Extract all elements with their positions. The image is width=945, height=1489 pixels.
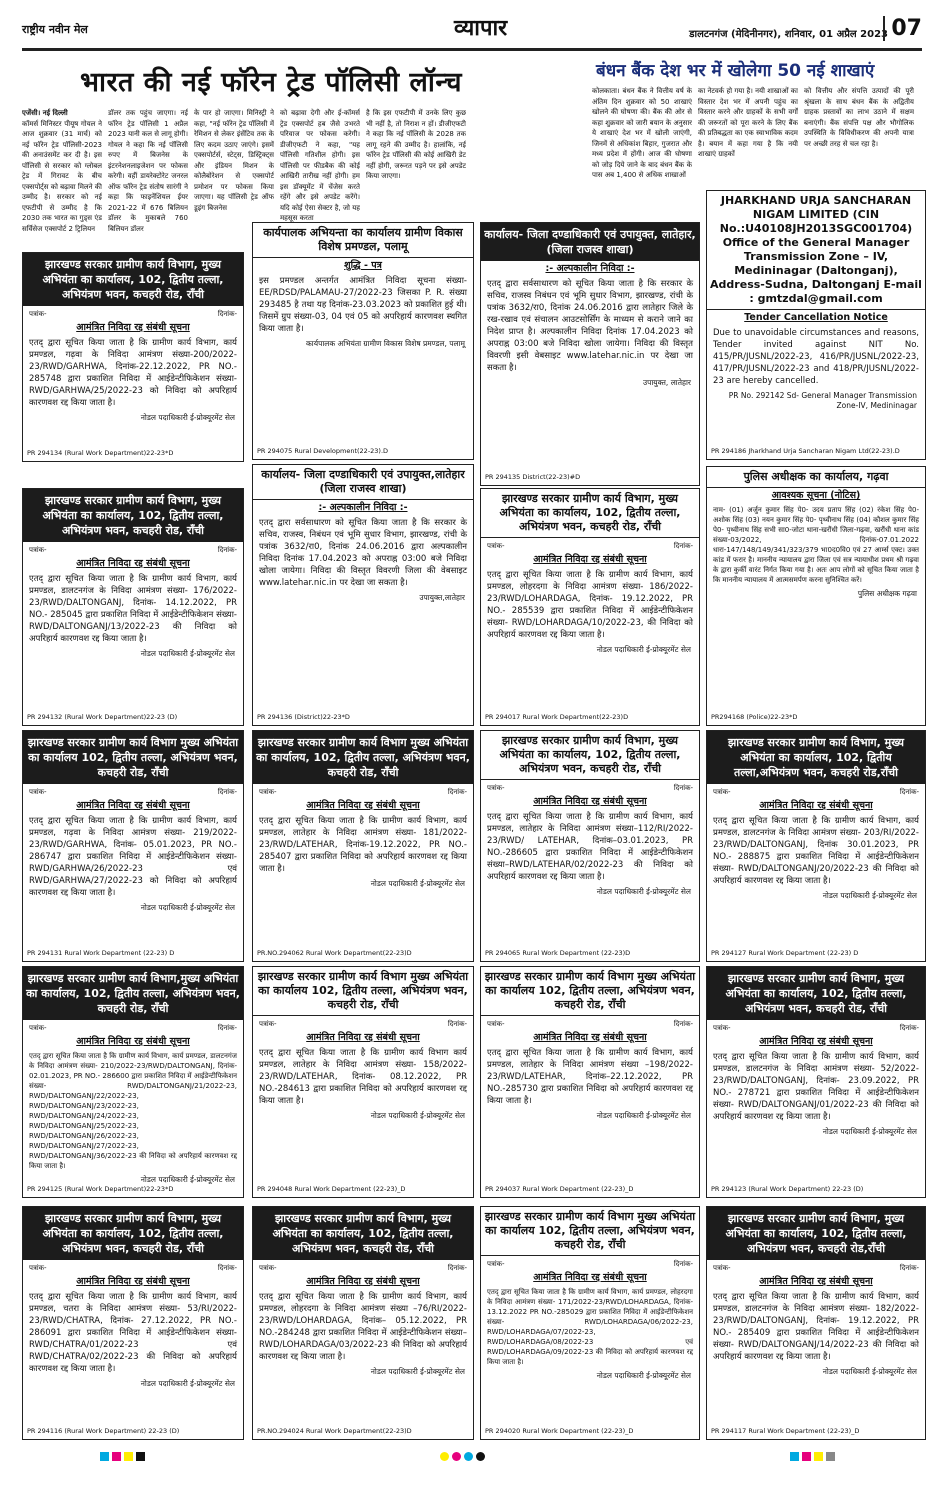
notice-footer	[707, 948, 925, 959]
letter-no-label: पत्रांक-	[713, 788, 731, 796]
letter-no-label: पत्रांक-	[259, 1264, 277, 1272]
tender-notice-3	[480, 222, 700, 486]
pr-number: PR 294117 Rural Work Department (22-23)_D	[711, 1427, 860, 1435]
notice-footer	[23, 1184, 243, 1195]
letter-no-label: पत्रांक-	[29, 1024, 47, 1032]
pr-number: PR 294127 Rural Work Department (22-23) D	[711, 949, 859, 957]
swatch-black-dot	[476, 1452, 485, 1461]
color-strip-right	[790, 1452, 838, 1462]
notice-body: एतद् द्वारा सूचित किया जाता है कि ग्रामीण कार्य विभाग, कार्य प्रमण्डल, लातेहार के निविदा आमंत्रण संख्या–112/RI/2022-23/RWD/ LATEHAR, दिनांक–03.01.2023, PR NO.-286605 द्वारा प्रकाशित निविदा में आईडेन्टीफिकेशन संख्या–RWD/LATEHAR/02/2022-23 की निविदा को अपरिहार्य कारणवश रद्द किया जाता है।	[487, 812, 693, 882]
notice-header: झारखण्ड सरकार ग्रामीण कार्य विभाग, मुख्य अभियंता का कार्यालय, 102, द्वितीय तल्ला, अभियंत्रण भवन, कचहरी रोड, राँची	[481, 489, 699, 538]
notice-body: एतद् द्वारा सूचित किया जाता है कि ग्रामीण कार्य विभाग, कार्य प्रमण्डल, डालटनगंज के निविदा आमंत्रण संख्या- 210/2022-23/RWD/DALTONGANJ, दिनांक- 02.01.2023, PR NO.- 286600 द्वारा प्रकाशित निविदा में आईडेन्टीफिकेशन संख्या- RWD/DALTONGANJ/21/2022-23, RWD/DALTONGANJ/22/2022-23, RWD/DALTONGANJ/23/2022-23, RWD/DALTONGANJ/24/2022-23, RWD/DALTONGANJ/25/2022-23, RWD/DALTONGANJ/26/2022-23, RWD/DALTONGANJ/27/2022-23, RWD/DALTONGANJ/36/2022-23 की निविदा को अपरिहार्य कारणवश रद्द किया जाता है।	[29, 1052, 237, 1170]
notice-body: एतद् द्वारा सूचित किया जाता है कि ग्रामीण कार्य विभाग, कार्य प्रमण्डल, डालटनगंज के निविदा आमंत्रण संख्या- 176/2022-23/RWD/DALTONGANJ, दिनांक- 14.12.2022, PR NO.- 285045 द्वारा प्रकाशित निविदा में आईडेन्टीफिकेशन संख्या- RWD/DALTONGANJ/13/2022-23 की निविदा को अपरिहार्य कारणवश रद्द किया जाता है।	[29, 574, 237, 644]
date-label: दिनांक-	[673, 784, 693, 792]
notice-body: एतद् द्वारा सूचित किया जाता है कि ग्रामीण कार्य विभाग कार्य प्रमण्डल, लातेहार के निविदा आमंत्रण संख्या- 158/2022-23/RWD/LATEHAR, दिनांक- 08.12.2022, PR NO.-284613 द्वारा प्रकाशित निविदा को अपरिहार्य कारणवश रद्द किया जाता है।	[259, 1048, 467, 1106]
swatch-cyan-dot	[464, 1452, 473, 1461]
notice-body: एतद् द्वारा सूचित किया जाता है कि ग्रामीण कार्य विभाग, कार्य प्रमण्डल, लोहरदगा के निविदा आमंत्रण संख्या –76/RI/2022-23/RWD/LOHARDAGA, दिनांक– 05.12.2022, PR NO.-284248 द्वारा प्रकाशित निविदा में आईडेन्टीफिकेशन संख्या– RWD/LOHARDAGA/03/2022-23 की निविदा को अपरिहार्य कारणवश रद्द किया जाता है।	[259, 1292, 467, 1362]
tender-notice-15	[480, 966, 700, 1198]
pr-number: PR 294048 Rural Work Department (22-23)_D	[257, 1185, 406, 1193]
pr-number: PR 294125 (Rural Work Department)22-23*D	[27, 1185, 174, 1193]
masthead	[22, 10, 922, 51]
page-number: 07	[883, 16, 922, 41]
notice-signatory: नोडल पदाधिकारी ई-प्रोक्यूरमेंट सेल	[822, 891, 917, 900]
notice-body: एतद् द्वारा सूचित किया जाता है कि ग्रामीण कार्य विभाग, कार्य प्रमण्डल, लोहरदगा के निविदा आमंत्रण संख्या- 186/2022-23/RWD/LOHARDAGA, दिनांक- 19.12.2022, PR NO.- 285539 द्वारा प्रकाशित निविदा में आईडेन्टीफिकेशन संख्या- RWD/LOHARDAGA/10/2022-23, की निविदा को अपरिहार्य कारणवश रद्द किया जाता है।	[487, 570, 693, 640]
story1-text-1: कॉमर्स मिनिस्टर पीयूष गोयल ने आज शुक्रवार (31 मार्च) को नई फॉरेन ट्रेड पॉलिसी-2023 की अनाउंसमेंट कर दी है। इस पॉलिसी से सरकार को ग्लोबल ट्रेड में गिरावट के बीच एक्सपोर्ट्स को बढ़ावा मिलने की उम्मीद है। सरकार को नई एफटीपी से उम्मीद है कि 2030 तक भारत का गुड्स एंड सर्विसेज एक्सपोर्ट 2 ट्रिलियन	[22, 119, 102, 233]
notice-signatory: नोडल पदाधिकारी ई-प्रोक्यूरमेंट सेल	[140, 1175, 235, 1184]
date-label: दिनांक-	[673, 1020, 693, 1028]
notice-footer	[253, 1426, 473, 1437]
notice-footer	[707, 712, 925, 723]
notice-header: झारखण्ड सरकार ग्रामीण कार्य विभाग मुख्य अभियंता का कार्यालय 102, द्वितीय तल्ला, अभियंत्रण भवन, कचहरी रोड, राँची	[481, 967, 699, 1016]
notice-signatory: पुलिस अधीक्षक गढ़वा	[857, 589, 917, 598]
reference-row	[23, 542, 243, 556]
notice-header: कार्यालय- जिला दण्डाधिकारी एवं उपायुक्त, लातेहार, (जिला राजस्व शाखा)	[481, 223, 699, 261]
letter-no-label: पत्रांक-	[29, 1264, 47, 1272]
date-label: दिनांक-	[447, 788, 467, 796]
pr-number: PR 294017 Rural Work Department(22-23)D	[485, 713, 629, 721]
notice-header: कार्यालय- जिला दण्डाधिकारी एवं उपायुक्त,लातेहार (जिला राजस्व शाखा)	[253, 465, 473, 500]
pr-number: PR 294123 (Rural Work Department) 22-23 (D)	[711, 1185, 864, 1193]
notice-signatory: नोडल पदाधिकारी ई-प्रोक्यूरमेंट सेल	[140, 903, 235, 912]
notice-body: इस प्रमण्डल अन्तर्गत आमंत्रित निविदा सूचना संख्या- EE/RDSD/PALAMAU-27/2022-23 जिसका P. R. संख्या 293485 है तथा यह दिनांक-23.03.2023 को प्रकाशित हुई थी। जिसमें ग्रुप संख्या-03, 04 एवं 05 को अपरिहार्य कारणवश स्थगित किया जाता है।	[259, 276, 467, 334]
notice-footer	[481, 1184, 699, 1195]
notice-title: आमंत्रित निविदा रद्द संबंधी सूचना	[76, 322, 190, 333]
swatch-magenta-dot	[452, 1452, 461, 1461]
reference-row	[481, 780, 699, 794]
notice-header: झारखण्ड सरकार ग्रामीण कार्य विभाग मुख्य अभियंता का कार्यालय 102, द्वितीय तल्ला, अभियंत्रण भवन, कचहरी रोड, राँची	[481, 1207, 699, 1256]
letter-no-label: पत्रांक-	[259, 788, 277, 796]
date-label: दिनांक-	[899, 1024, 919, 1032]
notice-title: :- अल्पकालीन निविदा :-	[545, 263, 635, 274]
tender-notice-7	[480, 488, 700, 726]
tender-notice-13	[22, 966, 244, 1198]
story1-column-2: डॉलर तक पहुंच जाएगा। नई फॉरेन ट्रेड पॉलिसी 1 अप्रैल 2023 यानी कल से लागू होगी। गोयल ने कहा कि नई पॉलिसी रुपए में बिजनेस के इंटरनेशनलाइजेशन पर फोकस करेगी। वहीं डायरेक्टोरेट जनरल ऑफ फॉरेन ट्रेड संतोष सारंगी ने कहा कि फाइनेंशियल ईयर 2021-22 में 676 बिलियन डॉलर के मुकाबले 760 बिलियन डॉलर	[108, 109, 188, 233]
notice-header: झारखण्ड सरकार ग्रामीण कार्य विभाग मुख्य अभियंता का कार्यालय, 102, द्वितीय तल्ला, अभियंत्रण भवन, कचहरी रोड, राँची	[253, 731, 473, 784]
notice-signatory: नोडल पदाधिकारी ई-प्रोक्यूरमेंट सेल	[596, 1371, 691, 1380]
story1-column-4: को बढ़ावा देगी और ई-कॉमर्स ट्रेड एक्सपोर्ट हब जैसे उभरते परिवाज पर फोकस करेगी। डीजीएफटी ने कहा, "यह पॉलिसी गतिशील होगी। इस पॉलिसी पर फीडबैक की कोई आखिरी तारीख नहीं होगी। हम इस डॉक्यूमेंट में चेंजेस करते रहेंगे और इसे अपडेट करेंगे। यदि कोई ऐसा सेक्टर है, जो यह महसूस करता	[280, 109, 360, 222]
story1-column-1	[22, 108, 102, 234]
letter-no-label: पत्रांक-	[487, 542, 505, 550]
story1-column-3: के पार हो जाएगा। मिनिस्ट्री ने कहा, "नई फॉरेन ट्रेड पॉलिसी में रेमिशन से लेकर इंसेंटिव तक के लिए कदम उठाए जाएंगे। इसमें एक्सपोर्टर्स, स्टेट्स, डिस्ट्रिक्ट्स और इंडियन मिशन के कोलैबोरेशन से एक्सपोर्ट प्रमोशन पर फोकस किया जाएगा। यह पॉलिसी ट्रेड ऑफ डूइंग बिजनेस	[194, 109, 274, 212]
notice-footer	[253, 948, 473, 959]
reference-row	[707, 1020, 925, 1034]
reference-row	[707, 784, 925, 798]
tender-notice-10	[252, 730, 474, 962]
notice-header: झारखण्ड सरकार ग्रामीण कार्य विभाग,मुख्य अभियंता का कार्यालय, 102, द्वितीय तल्ला, अभियंत्रण भवन, कचहरी रोड, राँची	[23, 967, 243, 1020]
story2-column-2: का नेटवर्क हो गया है। नयी शाखाओं का विस्तार देश भर में अपनी पहुंच का विस्तार करने और ग्राहकों के सभी वर्गों की जरूरतों को पूरा करने के लिए बैंक की प्रतिबद्धता का एक स्वाभाविक कदम है। बयान में कहा गया है कि नयी शाखाएं ग्राहकों	[698, 87, 798, 158]
notice-body: एतद् द्वारा सूचित किया जाता है कि ग्रामीण कार्य विभाग, कार्य प्रमण्डल, गढ़वा के निविदा आमंत्रण संख्या- 219/2022-23/RWD/GARHWA, दिनांक- 05.01.2023, PR NO.- 286747 द्वारा प्रकाशित निविदा में आईडेन्टीफिकेशन संख्या- RWD/GARHWA/26/2022-23 एवं RWD/GARHWA/27/2022-23 को निविदा को अपरिहार्य कारणवश रद्द किया जाता है।	[29, 816, 237, 898]
notice-title: आमंत्रित निविदा रद्द संबंधी सूचना	[759, 800, 873, 811]
pr-number: PR.NO.294062 Rural Work Department(22-23)D	[257, 949, 412, 957]
notice-footer	[707, 446, 925, 457]
notice-signatory: नोडल पदाधिकारी ई-प्रोक्यूरमेंट सेल	[370, 879, 465, 888]
date-label: दिनांक-	[447, 1020, 467, 1028]
notice-footer	[707, 1426, 925, 1437]
notice-signatory: PR No. 292142 Sd- General Manager Transmission Zone-IV, Medininagar	[728, 391, 917, 410]
reference-row	[23, 1260, 243, 1274]
notice-footer	[253, 1184, 473, 1195]
swatch-black	[136, 1452, 145, 1461]
notice-title: शुद्धि - पत्र	[344, 260, 382, 271]
tender-notice-2	[252, 222, 474, 460]
notice-footer	[23, 448, 243, 459]
notice-body: एतद् द्वारा सूचित किया जाता है कि ग्रामीण कार्य विभाग, कार्य प्रमण्डल, लोहरदगा के निविदा आमंत्रण संख्या- 171/2022-23/RWD/LOHARDAGA, दिनांक- 13.12.2022 PR NO.-285029 द्वारा प्रकाशित निविदा में आईडेन्टीफिकेशन संख्या- RWD/LOHARDAGA/06/2022-23, RWD/LOHARDAGA/07/2022-23, RWD/LOHARDAGA/08/2022-23 एवं RWD/LOHARDAGA/09/2022-23 की निविदा को अपरिहार्य कारणवश रद्द किया जाता है।	[487, 1288, 693, 1366]
notice-signatory: नोडल पदाधिकारी ई-प्रोक्यूरमेंट सेल	[140, 413, 235, 422]
notice-footer	[481, 712, 699, 723]
notice-body: एतद् द्वारा सर्वसाधारण को सूचित किया जाता है कि सरकार के सचिव, राजस्व निबंधन एवं भूमि सुधार विभाग, झारखण्ड, रांची के पत्रांक 3632/रा0, दिनांक 24.06.2016 द्वारा लातेहार जिले के रख-रखाव एवं संचालन आउटसोर्सिंग के माध्यम से कराने जाने का निदेश प्राप्त है। अल्पकालीन निविदा दिनांक 17.04.2023 को अपराह्न 03:00 बजे निविदा खोला जायेगा। निविदा की विस्तृत विवरणी इसी वेबसाइट www.latehar.nic.in पर देखा जा सकता है।	[487, 279, 693, 373]
notice-footer	[481, 472, 699, 483]
pr-number: PR294168 (Police)22-23*D	[711, 713, 798, 721]
letter-no-label: पत्रांक-	[29, 546, 47, 554]
reference-row	[23, 1020, 243, 1034]
notice-title: आमंत्रित निविदा रद्द संबंधी सूचना	[76, 558, 190, 569]
date-label: दिनांक-	[217, 310, 237, 318]
swatch-cyan	[100, 1452, 109, 1461]
section-title: व्यापार	[454, 16, 508, 41]
notice-header: झारखण्ड सरकार ग्रामीण कार्य विभाग, मुख्य अभियंता का कार्यालय, 102, द्वितीय तल्ला, अभियंत्रण भवन, कचहरी रोड,राँची	[707, 1207, 925, 1260]
reference-row	[481, 1256, 699, 1270]
notice-header: झारखण्ड सरकार ग्रामीण कार्य विभाग, मुख्य अभियंता का कार्यालय, 102, द्वितीय तल्ला, अभियंत्रण भवन, कचहरी रोड, राँची	[481, 731, 699, 780]
notice-footer	[23, 712, 243, 723]
tender-notice-12	[706, 730, 926, 962]
letter-no-label: पत्रांक-	[29, 310, 47, 318]
color-strip-center	[440, 1452, 488, 1462]
notice-title: आमंत्रित निविदा रद्द संबंधी सूचना	[306, 1032, 420, 1043]
date-label: दिनांक-	[899, 1264, 919, 1272]
tender-notice-11	[480, 730, 700, 962]
tender-notice-20	[706, 1206, 926, 1440]
reference-row	[481, 1016, 699, 1030]
pr-number: PR 294134 (Rural Work Department)22-23*D	[27, 449, 174, 457]
swatch-grey-r	[826, 1452, 835, 1461]
notice-title: आमंत्रित निविदा रद्द संबंधी सूचना	[533, 1032, 647, 1043]
pr-number: PR 294037 Rural Work Department (22-23)_D	[485, 1185, 634, 1193]
swatch-magenta-r	[802, 1452, 811, 1461]
notice-header: JHARKHAND URJA SANCHARAN NIGAM LIMITED (CIN No.:U40108JH2013SGC001704) Office of the General Manager Transmission Zone – IV, Medininagar (Daltonganj), Address-Sudna, Daltonganj E-mail : gmtzdal@gmail.com	[707, 191, 925, 310]
notice-signatory: कार्यपालक अभियंता ग्रामीण विकास विशेष प्रमण्डल, पलामू	[306, 339, 465, 348]
headline-bandhan: बंधन बैंक देश भर में खोलेगा 50 नई शाखाएं	[596, 61, 875, 81]
swatch-yellow	[124, 1452, 133, 1461]
notice-title: आमंत्रित निविदा रद्द संबंधी सूचना	[306, 1276, 420, 1287]
notice-header: झारखण्ड सरकार ग्रामीण कार्य विभाग, मुख्य अभियंता का कार्यालय, 102, द्वितीय तल्ला, अभियंत्रण भवन, कचहरी रोड, राँची	[23, 253, 243, 306]
notice-title: आमंत्रित निविदा रद्द संबंधी सूचना	[759, 1036, 873, 1047]
date-label: दिनांक-	[217, 1264, 237, 1272]
notice-header: पुलिस अधीक्षक का कार्यालय, गढ़वा	[707, 467, 925, 488]
notice-body: एतद् द्वारा सूचित किया जाता है कि ग्रामीण कार्य विभाग, कार्य प्रमण्डल, डालटनगंज के निविदा आमंत्रण संख्या- 182/2022-23/RWD/DALTONGANJ, दिनांक- 19.12.2022, PR NO.- 285409 द्वारा प्रकाशित निविदा में आईडेन्टीफिकेशन संख्या- RWD/DALTONGANJ/14/2022-23 की निविदा को अपरिहार्य कारणवश रद्द किया जाता है।	[713, 1292, 919, 1362]
notice-signatory: नोडल पदाधिकारी ई-प्रोक्यूरमेंट सेल	[822, 1367, 917, 1376]
date-label: दिनांक-	[217, 546, 237, 554]
tender-notice-17	[22, 1206, 244, 1440]
notice-header: झारखण्ड सरकार ग्रामीण कार्य विभाग, मुख्य अभियंता का कार्यालय, 102, द्वितीय तल्ला, अभियंत्रण भवन, कचहरी रोड, राँची	[253, 1207, 473, 1260]
notice-signatory: नोडल पदाधिकारी ई-प्रोक्यूरमेंट सेल	[596, 887, 691, 896]
story2-column-3: को वित्तीय और संपत्ति उत्पादों की पूरी श्रृंखला के साथ बंधन बैंक के अद्वितीय ग्राहक प्रस्तावों का लाभ उठाने में सक्षम बनाएंगी। बैंक संपत्ति पक्ष और भौगोलिक उपस्थिति के विविधीकरण की अपनी यात्रा पर अच्छी तरह से चल रहा है।	[804, 87, 914, 148]
swatch-yellow-dot	[440, 1452, 449, 1461]
notice-title: आमंत्रित निविदा रद्द संबंधी सूचना	[759, 1276, 873, 1287]
notice-signatory: नोडल पदाधिकारी ई-प्रोक्यूरमेंट सेल	[596, 1111, 691, 1120]
notice-footer	[253, 446, 473, 457]
notice-title: आमंत्रित निविदा रद्द संबंधी सूचना	[533, 796, 647, 807]
pr-number: PR 294075 Rural Development(22-23).D	[257, 447, 389, 455]
notice-footer	[23, 1426, 243, 1437]
swatch-yellow-r	[814, 1452, 823, 1461]
date-label: दिनांक-	[217, 788, 237, 796]
notice-signatory: नोडल पदाधिकारी ई-प्रोक्यूरमेंट सेल	[370, 1111, 465, 1120]
notice-title: आमंत्रित निविदा रद्द संबंधी सूचना	[76, 1036, 190, 1047]
letter-no-label: पत्रांक-	[259, 1020, 277, 1028]
notice-footer	[707, 1184, 925, 1195]
tender-notice-14	[252, 966, 474, 1198]
swatch-cyan-r	[790, 1452, 799, 1461]
notice-header: झारखण्ड सरकार ग्रामीण कार्य विभाग, मुख्य अभियंता का कार्यालय, 102, द्वितीय तल्ला, अभियंत्रण भवन, कचहरी रोड, राँची	[23, 1207, 243, 1260]
notice-title: आवश्यक सूचना (नोटिस)	[771, 490, 861, 501]
notice-title: आमंत्रित निविदा रद्द संबंधी सूचना	[533, 554, 647, 565]
letter-no-label: पत्रांक-	[487, 1020, 505, 1028]
tender-notice-16	[706, 966, 926, 1198]
letter-no-label: पत्रांक-	[487, 784, 505, 792]
notice-footer	[481, 948, 699, 959]
notice-header: झारखण्ड सरकार ग्रामीण कार्य विभाग, मुख्य अभियंता का कार्यालय, 102, द्वितीय तल्ला, अभियंत्रण भवन, कचहरी रोड, राँची	[23, 489, 243, 542]
notice-title: आमंत्रित निविदा रद्द संबंधी सूचना	[76, 800, 190, 811]
tender-notice-1	[22, 252, 244, 462]
notice-header: झारखण्ड सरकार ग्रामीण कार्य विभाग मुख्य अभियंता का कार्यालय 102, द्वितीय तल्ला, अभियंत्रण भवन, कचहरी रोड, राँची	[23, 731, 243, 784]
swatch-magenta	[112, 1452, 121, 1461]
notice-body: एतद् द्वारा सर्वसाधारण को सूचित किया जाता है कि सरकार के सचिव, राजस्व, निबंधन एवं भूमि सुधार विभाग, झारखण्ड, रांची के पत्रांक 3632/रा0, दिनांक 24.06.2016 द्वारा अल्पकालीन निविदा दिनांक 17.04.2023 को अपराह्न 03:00 बजे निविदा खोला जायेगा। निविदा की विस्तृत विवरणी जिला की वेबसाइट www.latehar.nic.in पर देखा जा सकता है।	[259, 518, 467, 588]
story1-column-5: है कि इस एफटीपी में उनके लिए कुछ भी नहीं है, तो निराश न हों। डीजीएफटी ने कहा कि नई पॉलिसी के 2028 तक लागू रहने की उम्मीद है। हालांकि, नई फॉरेन ट्रेड पॉलिसी की कोई आखिरी डेट नहीं होगी, जरूरत पड़ने पर इसे अपडेट किया जाएगा।	[366, 109, 466, 180]
letter-no-label: पत्रांक-	[29, 788, 47, 796]
pr-number: PR 294136 (District)22-23*D	[257, 713, 350, 721]
tender-notice-6	[252, 464, 474, 726]
notice-signatory: नोडल पदाधिकारी ई-प्रोक्यूरमेंट सेल	[140, 649, 235, 658]
reference-row	[253, 1260, 473, 1274]
tender-notice-4	[706, 190, 926, 460]
notice-body: Due to unavoidable circumstances and reasons, Tender invited against NIT No. 415/PR/JUSNL/2022-23, 416/PR/JUSNL/2022-23, 417/PR/JUSNL/2022-23 and 418/PR/JUSNL/2022-23 are hereby cancelled.	[713, 328, 919, 386]
notice-title: आमंत्रित निविदा रद्द संबंधी सूचना	[306, 800, 420, 811]
notice-footer	[23, 948, 243, 959]
notice-footer	[481, 1426, 699, 1437]
notice-body: एतद् द्वारा सूचित किया जाता है कि ग्रामीण कार्य विभाग, कार्य प्रमण्डल, गढ़वा के निविदा आमंत्रण संख्या-200/2022-23/RWD/GARHWA, दिनांक-22.12.2022, PR NO.- 285748 द्वारा प्रकाशित निविदा में आईडेन्टीफिकेशन संख्या- RWD/GARHWA/25/2022-23 को निविदा को अपरिहार्य कारणवश रद्द किया जाता है।	[29, 338, 237, 408]
story2-column-1: कोलकाता। बंधन बैंक ने वित्तीय वर्ष के अंतिम दिन शुक्रवार को 50 शाखाएं खोलने की घोषणा की। बैंक की ओर से कहा शुक्रवार को जारी बयान के अनुसार ये शाखाएं देश भर में खोली जाएंगी, जिनमें से अधिकांश बिहार, गुजरात और मध्य प्रदेश में होंगी। आज की घोषणा को जोड़ दिये जाने के बाद बंधन बैंक के पास अब 1,400 से अधिक शाखाओं	[592, 87, 692, 179]
tender-notice-9	[22, 730, 244, 962]
pr-number: PR 294116 (Rural Work Department) 22-23 (D)	[27, 1427, 180, 1435]
paper-logo: राष्ट्रीय नवीन मेल	[22, 23, 88, 36]
tender-notice-19	[480, 1206, 700, 1440]
headline-trade-policy: भारत की नई फॉरेन ट्रेड पॉलिसी लॉन्च	[80, 67, 463, 98]
date-label: दिनांक-	[447, 1264, 467, 1272]
notice-title: Tender Cancellation Notice	[744, 312, 888, 323]
date-label: दिनांक-	[673, 542, 693, 550]
notice-header: झारखण्ड सरकार ग्रामीण कार्य विभाग, मुख्य अभियंता का कार्यालय, 102, द्वितीय तल्ला,अभियंत्रण भवन, कचहरी रोड,राँची	[707, 731, 925, 784]
reference-row	[23, 784, 243, 798]
notice-body: एतद् द्वारा सूचित किया जाता है कि ग्रामीण कार्य विभाग, कार्य प्रमण्डल, चतरा के निविदा आमंत्रण संख्या- 53/RI/2022-23/RWD/CHATRA, दिनांक- 27.12.2022, PR NO.- 286091 द्वारा प्रकाशित निविदा में आईडेन्टीफिकेशन संख्या- RWD/CHATRA/01/2022-23 एवं RWD/CHATRA/02/2022-23 की निविदा को अपरिहार्य कारणवश रद्द किया जाता है।	[29, 1292, 237, 1374]
tender-notice-5	[22, 488, 244, 726]
notice-title: :- अल्पकालीन निविदा :-	[318, 502, 408, 513]
notice-header: कार्यपालक अभियन्ता का कार्यालय ग्रामीण विकास विशेष प्रमण्डल, पलामू	[253, 223, 473, 258]
notice-title: आमंत्रित निविदा रद्द संबंधी सूचना	[76, 1276, 190, 1287]
notice-body: एतद् द्वारा सूचित किया जाता है कि ग्रामीण कार्य विभाग, कार्य प्रमण्डल, डालटनगंज के निविदा आमंत्रण संख्या- 52/2022-23/RWD/DALTONGANJ, दिनांक- 23.09.2022, PR NO.- 278721 द्वारा प्रकाशित निविदा में आईडेन्टीफिकेशन संख्या- RWD/DALTONGANJ/01/2022-23 की निविदा को अपरिहार्य कारणवश रद्द किया जाता है।	[713, 1052, 919, 1122]
pr-number: PR.NO.294024 Rural Work Department(22-23)D	[257, 1427, 412, 1435]
notice-title: आमंत्रित निविदा रद्द संबंधी सूचना	[533, 1272, 647, 1283]
tender-notice-18	[252, 1206, 474, 1440]
date-label: दिनांक-	[673, 1260, 693, 1268]
notice-body: एतद् द्वारा सूचित किया जाता है कि ग्रामीण कार्य विभाग, कार्य प्रमण्डल, लातेहार के निविदा आमंत्रण संख्या –198/2022-23/RWD/LATEHAR, दिनांक–22.12.2022, PR NO.-285730 द्वारा प्रकाशित निविदा को अपरिहार्य कारणवश रद्द किया जाता है।	[487, 1048, 693, 1106]
reference-row	[253, 784, 473, 798]
reference-row	[481, 538, 699, 552]
notice-signatory: नोडल पदाधिकारी ई-प्रोक्यूरमेंट सेल	[822, 1127, 917, 1136]
tender-notice-8	[706, 466, 926, 726]
notice-signatory: नोडल पदाधिकारी ई-प्रोक्यूरमेंट सेल	[140, 1379, 235, 1388]
notice-header: झारखण्ड सरकार ग्रामीण कार्य विभाग मुख्य अभियंता का कार्यालय 102, द्वितीय तल्ला, अभियंत्रण भवन, कचहरी रोड, राँची	[253, 967, 473, 1016]
reference-row	[23, 306, 243, 320]
notice-signatory: उपायुक्त,लातेहार	[419, 593, 465, 602]
notice-header: झारखण्ड सरकार ग्रामीण कार्य विभाग, मुख्य अभियंता का कार्यालय, 102, द्वितीय तल्ला, अभियंत्रण भवन, कचहरी रोड, राँची	[707, 967, 925, 1020]
pr-number: PR 294135 District(22-23)#D	[485, 473, 581, 481]
reference-row	[253, 1016, 473, 1030]
pr-number: PR 294020 Rural Work Department (22-23)_D	[485, 1427, 634, 1435]
pr-number: PR 294186 Jharkhand Urja Sancharan Nigam Ltd(22-23).D	[711, 447, 900, 455]
date-label: दिनांक-	[899, 788, 919, 796]
notice-signatory: उपायुक्त, लातेहार	[642, 378, 691, 387]
pr-number: PR 294132 (Rural Work Department)22-23 (D)	[27, 713, 178, 721]
notice-signatory: नोडल पदाधिकारी ई-प्रोक्यूरमेंट सेल	[370, 1367, 465, 1376]
pr-number: PR 294131 Rural Work Department (22-23) D	[27, 949, 175, 957]
letter-no-label: पत्रांक-	[713, 1264, 731, 1272]
byline: एजेंसी। नई दिल्ली	[22, 109, 68, 117]
color-strip-left	[100, 1452, 148, 1462]
pr-number: PR 294065 Rural Work Department (22-23)D	[485, 949, 631, 957]
notice-body: एतद् द्वारा सूचित किया जाता है कि ग्रामीण कार्य विभाग, कार्य प्रमण्डल, डालटनगंज के निविदा आमंत्रण संख्या- 203/RI/2022-23/RWD/DALTONGANJ, दिनांक 30.01.2023, PR NO.- 288875 द्वारा प्रकाशित निविदा में आईडेन्टीफिकेशन संख्या- RWD/DALTONGANJ/20/2022-23 की निविदा को अपरिहार्य कारणवश रद्द किया जाता है।	[713, 816, 919, 886]
notice-footer	[253, 712, 473, 723]
notice-signatory: नोडल पदाधिकारी ई-प्रोक्यूरमेंट सेल	[596, 645, 691, 654]
date-label: दिनांक-	[217, 1024, 237, 1032]
letter-no-label: पत्रांक-	[713, 1024, 731, 1032]
dateline: डालटनगंज (मेदिनीनगर), शनिवार, 01 अप्रैल 2023	[689, 29, 888, 40]
notice-body: नाम- (01) अर्जुन कुमार सिंह पे0- उदय प्रताप सिंह (02) रंकेश सिंह पे0- अशोक सिंह (03) नयन कुमार सिंह पे0- पृथ्वीनाथ सिंह (04) कौशल कुमार सिंह पे0- पृथ्वीनाथ सिंह सभी सा0-जोटा थाना-खरौंधी जिला-गढ़वा, खरौंधी थाना कांड संख्या-03/2022, दिनांक-07.01.2022 धारा-147/148/149/341/323/379 भा0द0वि0 एवं 27 आर्म्स एक्ट। उक्त कांड में फरार है। माननीय न्यायालय द्वारा जिला एवं सत्र न्यायाधीश प्रथम श्री गढ़वा के द्वारा कुर्की वारंट निर्गत किया गया है। अतः आप लोगों को सूचित किया जाता है कि माननीय न्यायालय में आत्मसमर्पण करना सुनिश्चित करें।	[713, 506, 919, 584]
letter-no-label: पत्रांक-	[487, 1260, 505, 1268]
reference-row	[707, 1260, 925, 1274]
notice-body: एतद् द्वारा सूचित किया जाता है कि ग्रामीण कार्य विभाग, कार्य प्रमण्डल, लातेहार के निविदा आमंत्रण संख्या- 181/2022-23/RWD/LATEHAR, दिनांक-19.12.2022, PR NO.- 285407 द्वारा प्रकाशित निविदा को अपरिहार्य कारणवश रद्द किया जाता है।	[259, 816, 467, 874]
